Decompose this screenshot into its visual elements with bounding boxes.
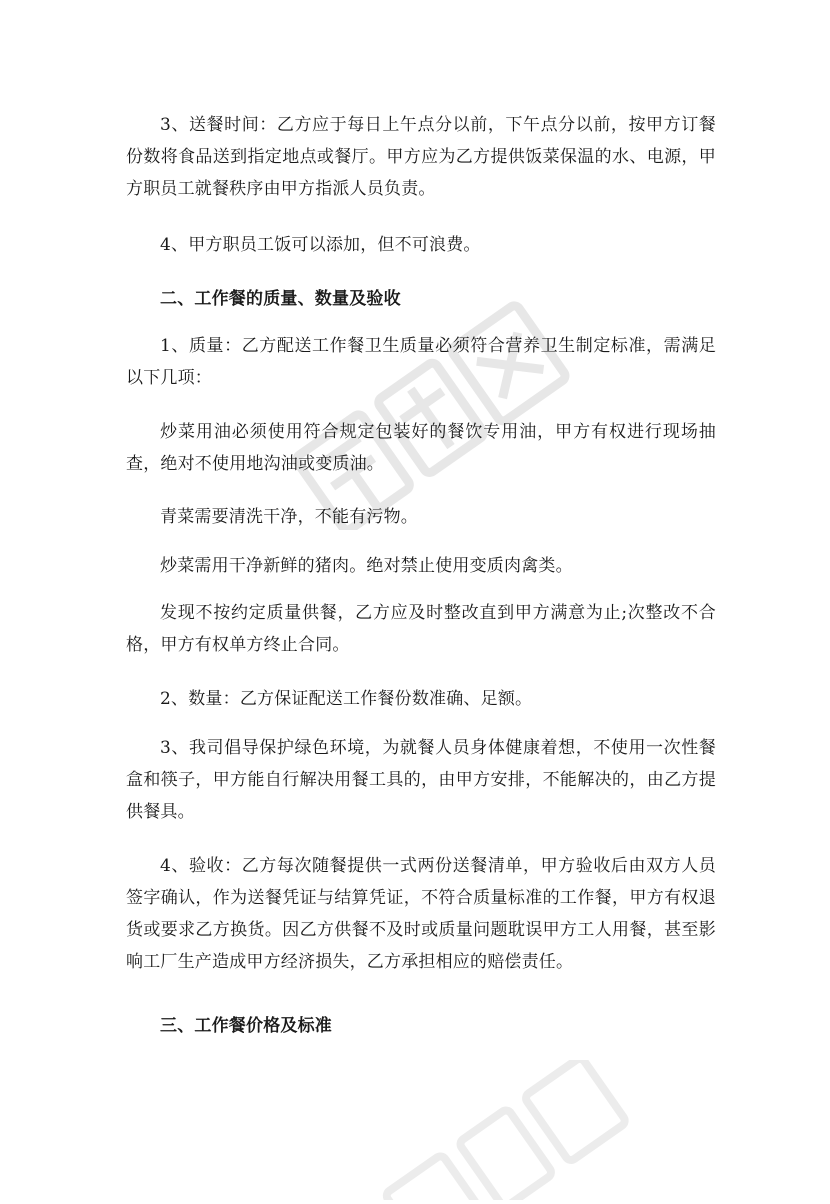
paragraph-oil: 炒菜用油必须使用符合规定包装好的餐饮专用油，甲方有权进行现场抽查，绝对不使用地沟油或变质油。 (126, 422, 716, 474)
paragraph-quality: 1、质量：乙方配送工作餐卫生质量必须符合营养卫生制定标准，需满足以下几项： (126, 336, 716, 388)
paragraph-acceptance: 4、验收：乙方每次随餐提供一式两份送餐清单，甲方验收后由双方人员签字确认，作为送餐凭证与结算凭证，不符合质量标准的工作餐，甲方有权退货或要求乙方换货。因乙方供餐不及时或质量问题耽误甲方工人用餐，甚至影响工厂生产造成甲方经济损失，乙方承担相应的赔偿责任。 (126, 856, 716, 972)
heading-price-standard: 三、工作餐价格及标准 (160, 1016, 332, 1036)
heading-quality-quantity: 二、工作餐的质量、数量及验收 (160, 289, 401, 309)
paragraph-add-rice: 4、甲方职员工饭可以添加，但不可浪费。 (160, 235, 481, 255)
paragraph-delivery-time: 3、送餐时间：乙方应于每日上午点分以前，下午点分以前，按甲方订餐份数将食品送到指定地点或餐厅。甲方应为乙方提供饭菜保温的水、电源，甲方职员工就餐秩序由甲方指派人员负责。 (126, 115, 716, 199)
paragraph-vegetables: 青菜需要清洗干净，不能有污物。 (160, 507, 418, 527)
paragraph-pork: 炒菜需用干净新鲜的猪肉。绝对禁止使用变质肉禽类。 (160, 556, 573, 576)
paragraph-environment: 3、我司倡导保护绿色环境，为就餐人员身体健康着想，不使用一次性餐盒和筷子，甲方能自行解决用餐工具的，由甲方安排，不能解决的，由乙方提供餐具。 (126, 738, 716, 822)
paragraph-rectification: 发现不按约定质量供餐，乙方应及时整改直到甲方满意为止;次整改不合格，甲方有权单方终止合同。 (126, 603, 716, 655)
paragraph-quantity: 2、数量：乙方保证配送工作餐份数准确、足额。 (160, 689, 533, 709)
